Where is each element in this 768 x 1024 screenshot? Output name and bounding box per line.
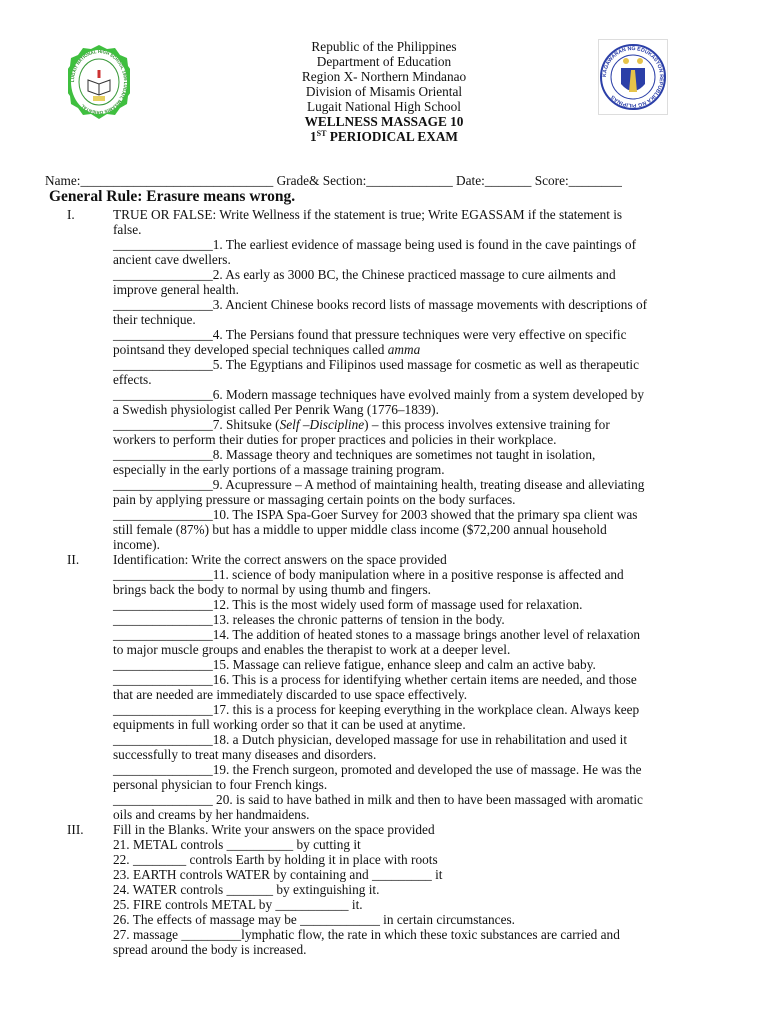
question-line — [0, 717, 768, 732]
line-text: especially in the early portions of a massage training program. — [113, 462, 445, 477]
question-line — [0, 897, 768, 912]
question-line — [0, 762, 768, 777]
section-instruction — [0, 552, 768, 567]
exam-number: 1 — [310, 129, 317, 144]
line-text: _______________8. Massage theory and techniques are sometimes not taught in isolation, — [113, 447, 596, 462]
line-text: _______________6. Modern massage techniques have evolved mainly from a system developed by — [113, 387, 645, 402]
section-numeral: III. — [67, 822, 84, 837]
school-seal-lettering-path: LUGAIT NATIONAL HIGH SCHOOL 1909 LUGAIT, MISAMIS ORIENTAL — [69, 48, 129, 116]
deped-seal-lettering-path: KAGAWARAN NG EDUKASYON REPUBLIKA NG PILIPINAS — [601, 45, 665, 109]
line-text: _______________12. This is the most widely used form of massage used for relaxation. — [113, 597, 583, 612]
question-line — [0, 387, 768, 402]
text-segment: _______________7. Shitsuke ( — [113, 417, 280, 432]
line-text: personal physician to four French kings. — [113, 777, 328, 792]
question-line — [0, 792, 768, 807]
question-line — [0, 867, 768, 882]
line-text: income). — [113, 537, 160, 552]
question-line — [0, 657, 768, 672]
header-line: Division of Misamis Oriental — [305, 84, 463, 99]
text-segment: ) – this process involves extensive training for — [364, 417, 610, 432]
line-text: _______________18. a Dutch physician, developed massage for use in rehabilitation and used it — [113, 732, 628, 747]
question-line — [0, 252, 768, 267]
question-line — [0, 567, 768, 582]
question-line — [0, 927, 768, 942]
line-text: _______________11. science of body manipulation where in a positive response is affected and — [113, 567, 624, 582]
question-line — [0, 462, 768, 477]
question-line — [0, 747, 768, 762]
question-line — [0, 312, 768, 327]
question-line — [0, 522, 768, 537]
question-line — [0, 942, 768, 957]
question-line — [0, 597, 768, 612]
line-text: spread around the body is increased. — [113, 942, 307, 957]
question-line — [0, 702, 768, 717]
question-line — [0, 642, 768, 657]
question-line — [0, 267, 768, 282]
question-line — [0, 492, 768, 507]
question-line — [0, 687, 768, 702]
question-line — [0, 477, 768, 492]
question-line — [0, 912, 768, 927]
line-text: 22. ________ controls Earth by holding it in place with roots — [113, 852, 438, 867]
line-text: false. — [113, 222, 142, 237]
line-text: TRUE OR FALSE: Write Wellness if the statement is true; Write EGASSAM if the statement is — [113, 207, 623, 222]
line-text: equipments in full working order so that it can be used at anytime. — [113, 717, 466, 732]
line-text: ancient cave dwellers. — [113, 252, 231, 267]
line-text: _______________1. The earliest evidence of massage being used is found in the cave paintings of — [113, 237, 637, 252]
question-line — [0, 882, 768, 897]
question-line — [0, 282, 768, 297]
line-text: _______________13. releases the chronic patterns of tension in the body. — [113, 612, 505, 627]
question-line — [0, 732, 768, 747]
line-text: _______________10. The ISPA Spa-Goer Survey for 2003 showed that the primary spa client was — [113, 507, 638, 522]
question-line — [0, 222, 768, 237]
line-text: 26. The effects of massage may be ____________ in certain circumstances. — [113, 912, 515, 927]
line-text: 27. massage _________lymphatic flow, the rate in which these toxic substances are carried and — [113, 927, 620, 942]
exam-title — [0, 129, 768, 144]
question-line — [0, 237, 768, 252]
line-text: 25. FIRE controls METAL by ___________ it. — [113, 897, 363, 912]
section-numeral: II. — [67, 552, 80, 567]
line-text: still female (87%) but has a middle to upper middle class income ($72,200 annual household — [113, 522, 607, 537]
question-line — [0, 432, 768, 447]
subject-title: WELLNESS MASSAGE 10 — [304, 114, 464, 129]
italic-term: Self –Discipline — [279, 417, 365, 432]
header-line: Region X- Northern Mindanao — [301, 69, 467, 84]
question-line — [0, 672, 768, 687]
question-line — [0, 507, 768, 522]
line-text: that are needed are immediately discarded to use space effectively. — [113, 687, 468, 702]
line-text: 23. EARTH controls WATER by containing and _________ it — [113, 867, 443, 882]
header-line: Republic of the Philippines — [311, 39, 457, 54]
line-text: Fill in the Blanks. Write your answers on the space provided — [113, 822, 435, 837]
line-text: 21. METAL controls __________ by cutting it — [113, 837, 361, 852]
question-line — [0, 777, 768, 792]
line-text: _______________17. this is a process for keeping everything in the workplace clean. Always keep — [113, 702, 640, 717]
question-line — [0, 612, 768, 627]
italic-term: amma — [387, 342, 421, 357]
student-info-line: Name:_____________________________ Grade& Section:_____________ Date:_______ Score:________ — [45, 173, 622, 188]
question-line — [0, 342, 768, 357]
line-text: Identification: Write the correct answers on the space provided — [113, 552, 447, 567]
question-line — [0, 837, 768, 852]
line-text: workers to perform their duties for proper practices and policies in their workplace. — [113, 432, 557, 447]
section-instruction — [0, 822, 768, 837]
line-text: effects. — [113, 372, 152, 387]
line-text: brings back the body to normal by using thumb and fingers. — [113, 582, 431, 597]
exam-body — [0, 207, 768, 957]
question-line — [0, 417, 768, 432]
question-line — [0, 357, 768, 372]
line-text: _______________4. The Persians found that pressure techniques were very effective on specific — [113, 327, 627, 342]
text-segment: pointsand they developed special techniques called — [113, 342, 388, 357]
line-text: _______________2. As early as 3000 BC, the Chinese practiced massage to cure ailments and — [113, 267, 616, 282]
header-line: Lugait National High School — [307, 99, 461, 114]
line-text: _______________16. This is a process for identifying whether certain items are needed, and those — [113, 672, 637, 687]
question-line — [0, 852, 768, 867]
line-text: _______________5. The Egyptians and Filipinos used massage for cosmetic as well as therapeutic — [113, 357, 639, 372]
line-text: _______________14. The addition of heated stones to a massage brings another level of relaxation — [113, 627, 641, 642]
line-text: improve general health. — [113, 282, 239, 297]
question-line — [0, 297, 768, 312]
question-line — [0, 372, 768, 387]
question-line — [0, 582, 768, 597]
line-text: successfully to treat many diseases and disorders. — [113, 747, 377, 762]
line-text: oils and creams by her handmaidens. — [113, 807, 310, 822]
document-header — [0, 39, 768, 144]
line-text: pain by applying pressure or massaging certain points on the body surfaces. — [113, 492, 516, 507]
question-line — [0, 327, 768, 342]
line-text: _______________3. Ancient Chinese books record lists of massage movements with descriptions of — [113, 297, 648, 312]
general-rule: General Rule: Erasure means wrong. — [49, 188, 296, 205]
question-line — [0, 447, 768, 462]
exam-title-rest: PERIODICAL EXAM — [326, 129, 458, 144]
line-text: _______________9. Acupressure – A method of maintaining health, treating disease and alleviating — [113, 477, 645, 492]
question-line — [0, 402, 768, 417]
line-text: to major muscle groups and enables the therapist to work at a deeper level. — [113, 642, 511, 657]
line-text: _______________ 20. is said to have bathed in milk and then to have been massaged with aromatic — [113, 792, 643, 807]
question-line — [0, 627, 768, 642]
line-text: a Swedish physiologist called Per Penrik Wang (1776–1839). — [113, 402, 439, 417]
line-text: _______________19. the French surgeon, promoted and developed the use of massage. He was the — [113, 762, 642, 777]
section-instruction — [0, 207, 768, 222]
line-text: 24. WATER controls _______ by extinguishing it. — [113, 882, 380, 897]
exam-ordinal: ST — [316, 129, 327, 138]
header-line: Department of Education — [316, 54, 452, 69]
question-line — [0, 537, 768, 552]
line-text: their technique. — [113, 312, 196, 327]
section-numeral: I. — [67, 207, 75, 222]
line-text: _______________15. Massage can relieve fatigue, enhance sleep and calm an active baby. — [113, 657, 596, 672]
question-line — [0, 807, 768, 822]
